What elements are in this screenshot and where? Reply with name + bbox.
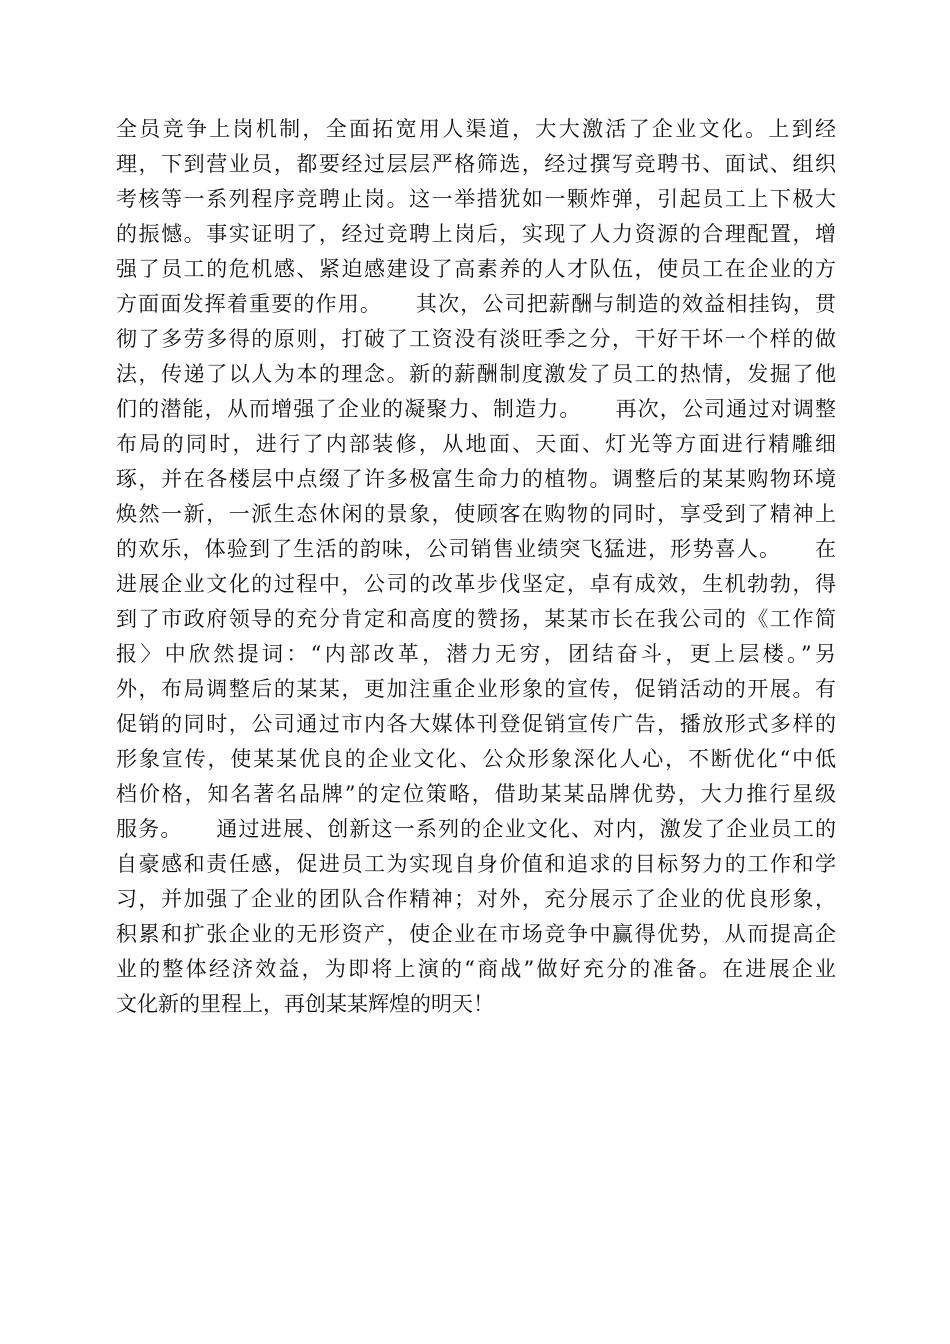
- text-line: 的振憾。事实证明了，经过竞聘上岗后，实现了人力资源的合理配置，增: [116, 222, 836, 246]
- text-line: 外，布局调整后的某某，更加注重企业形象的宣传，促销活动的开展。有: [116, 677, 836, 701]
- text-line: 考核等一系列程序竞聘止岗。这一举措犹如一颗炸弹，引起员工上下极大: [116, 187, 836, 211]
- text-line: 自豪感和责任感，促进员工为实现自身价值和追求的目标努力的工作和学: [116, 852, 836, 876]
- text-line: 全员竞争上岗机制，全面拓宽用人渠道，大大激活了企业文化。上到经: [116, 117, 836, 141]
- body-text: [116, 112, 836, 1022]
- text-line: 琢，并在各楼层中点缀了许多极富生命力的植物。调整后的某某购物环境: [116, 467, 836, 491]
- text-line: 们的潜能，从而增强了企业的凝聚力、制造力。 再次，公司通过对调整: [116, 397, 836, 421]
- text-line: 强了员工的危机感、紧迫感建设了高素养的人才队伍，使员工在企业的方: [116, 257, 836, 281]
- text-line: 报〉中欣然提词：“内部改革，潜力无穷，团结奋斗，更上层楼。”另: [116, 642, 836, 666]
- text-line: 积累和扩张企业的无形资产，使企业在市场竞争中赢得优势，从而提高企: [116, 922, 836, 946]
- text-line: 进展企业文化的过程中，公司的改革步伐坚定，卓有成效，生机勃勃，得: [116, 572, 836, 596]
- text-line: 业的整体经济效益，为即将上演的“商战”做好充分的准备。在进展企业: [116, 957, 836, 981]
- text-line: 习，并加强了企业的团队合作精神；对外，充分展示了企业的优良形象，: [116, 887, 836, 911]
- text-line: 彻了多劳多得的原则，打破了工资没有淡旺季之分，干好干坏一个样的做: [116, 327, 836, 351]
- text-line: 服务。 通过进展、创新这一系列的企业文化、对内，激发了企业员工的: [116, 817, 836, 841]
- text-line: 法，传递了以人为本的理念。新的薪酬制度激发了员工的热情，发掘了他: [116, 362, 836, 386]
- text-line: 焕然一新，一派生态休闲的景象，使顾客在购物的同时，享受到了精神上: [116, 502, 836, 526]
- text-line: 促销的同时，公司通过市内各大媒体刊登促销宣传广告，播放形式多样的: [116, 712, 836, 736]
- text-line: 布局的同时，进行了内部装修，从地面、天面、灯光等方面进行精雕细: [116, 432, 836, 456]
- text-line: 的欢乐，体验到了生活的韵味，公司销售业绩突飞猛进，形势喜人。 在: [116, 537, 836, 561]
- text-line: 档价格，知名著名品牌”的定位策略，借助某某品牌优势，大力推行星级: [116, 782, 836, 806]
- text-line: 形象宣传，使某某优良的企业文化、公众形象深化人心，不断优化“中低: [116, 747, 836, 771]
- text-line: 方面面发挥着重要的作用。 其次，公司把薪酬与制造的效益相挂钩，贯: [116, 292, 836, 316]
- text-line: 理，下到营业员，都要经过层层严格筛选，经过撰写竞聘书、面试、组织: [116, 152, 836, 176]
- text-line: 文化新的里程上，再创某某辉煌的明天！: [116, 992, 494, 1016]
- text-line: 到了市政府领导的充分肯定和高度的赞扬，某某市长在我公司的《工作简: [116, 607, 836, 631]
